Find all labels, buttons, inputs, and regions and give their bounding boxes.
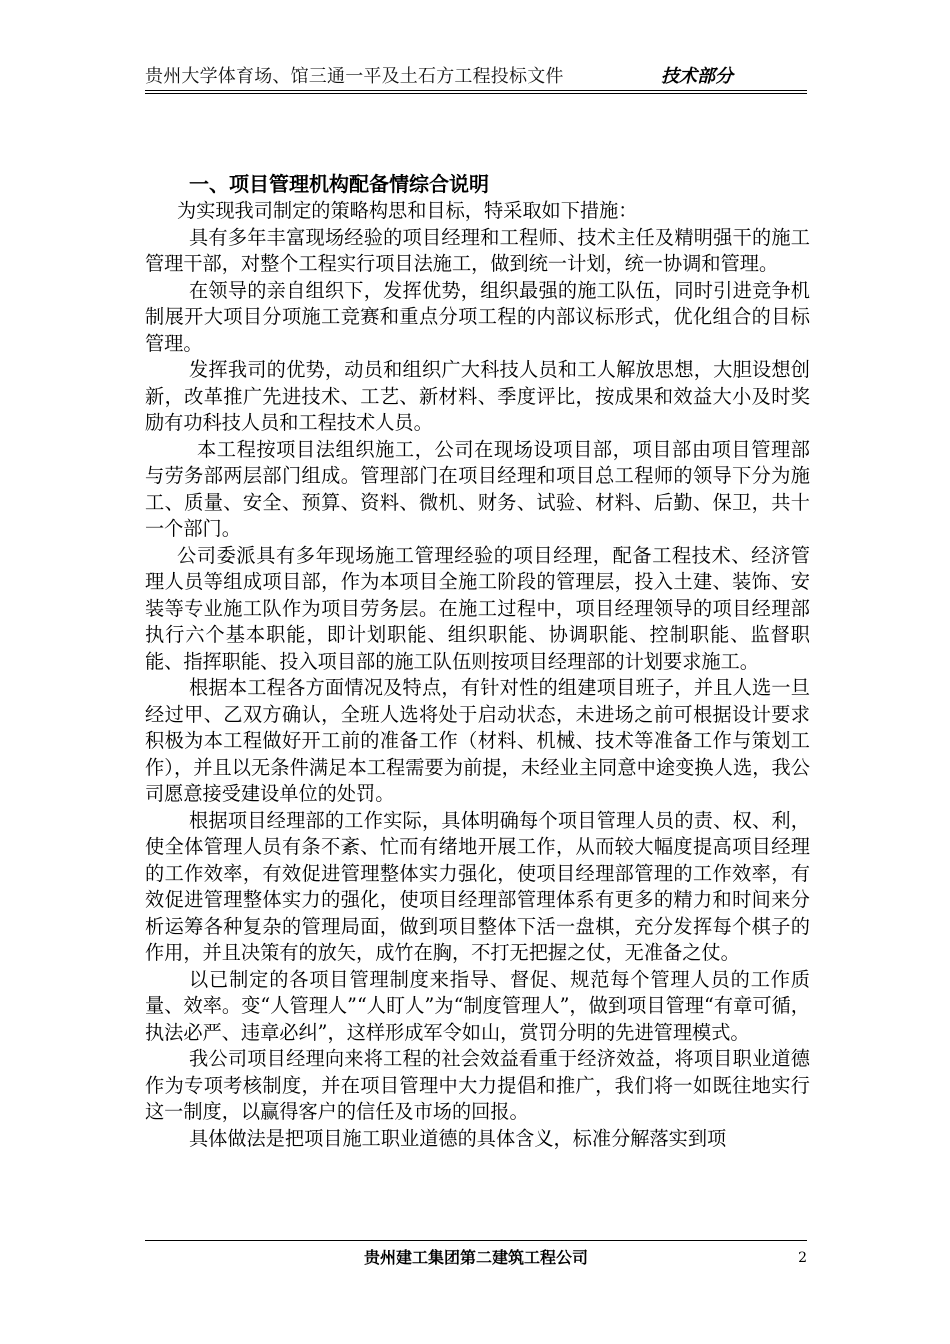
document-title: 贵州大学体育场、馆三通一平及土石方工程投标文件	[145, 66, 564, 87]
paragraph: 以已制定的各项目管理制度来指导、督促、规范每个管理人员的工作质量、效率。变“人管理人”“人盯人”为“制度管理人”，做到项目管理“有章可循，执法必严、违章必纠”，这样形成军令如山，赏罚分明的先进管理模式。	[145, 967, 810, 1044]
paragraph: 在领导的亲自组织下，发挥优势，组织最强的施工队伍，同时引进竞争机制展开大项目分项施工竞赛和重点分项工程的内部议标形式，优化组合的目标管理。	[145, 278, 810, 355]
page-header	[145, 64, 807, 90]
footer-company-name: 贵州建工集团第二建筑工程公司	[363, 1248, 588, 1267]
paragraph: 本工程按项目法组织施工，公司在现场设项目部，项目部由项目管理部与劳务部两层部门组成。管理部门在项目经理和项目总工程师的领导下分为施工、质量、安全、预算、资料、微机、财务、试验、材料、后勤、保卫，共十一个部门。	[145, 437, 810, 540]
page-number: 2	[798, 1250, 807, 1266]
paragraph: 根据本工程各方面情况及特点，有针对性的组建项目班子，并且人选一旦经过甲、乙双方确认，全班人选将处于启动状态，未进场之前可根据设计要求积极为本工程做好开工前的准备工作（材料、机械、技术等准备工作与策划工作），并且以无条件满足本工程需要为前提，未经业主同意中途变换人选，我公司愿意接受建设单位的处罚。	[145, 676, 810, 805]
paragraph-continued: 具体做法是把项目施工职业道德的具体含义，标准分解落实到项	[189, 1126, 727, 1150]
paragraph: 具有多年丰富现场经验的项目经理和工程师、技术主任及精明强干的施工管理干部，对整个工程实行项目法施工，做到统一计划，统一协调和管理。	[145, 225, 810, 275]
paragraph: 根据项目经理部的工作实际，具体明确每个项目管理人员的责、权、利，使全体管理人员有条不紊、忙而有绪地开展工作，从而较大幅度提高项目经理的工作效率，有效促进管理整体实力强化，使项目经理部管理的工作效率，有效促进管理整体实力的强化，使项目经理部管理体系有更多的精力和时间来分析运筹各种复杂的管理局面，做到项目整体下活一盘棋，充分发挥每个棋子的作用，并且决策有的放矢，成竹在胸，不打无把握之仗，无准备之仗。	[145, 808, 810, 964]
paragraph: 发挥我司的优势，动员和组织广大科技人员和工人解放思想，大胆设想创新，改革推广先进技术、工艺、新材料、季度评比，按成果和效益大小及时奖励有功科技人员和工程技术人员。	[145, 358, 810, 434]
paragraph: 我公司项目经理向来将工程的社会效益看重于经济效益，将项目职业道德作为专项考核制度，并在项目管理中大力提倡和推广，我们将一如既往地实行这一制度，以赢得客户的信任及市场的回报。	[145, 1047, 810, 1123]
section-label: 技术部分	[661, 66, 733, 87]
paragraph-intro: 为实现我司制定的策略构思和目标，特采取如下措施：	[177, 199, 638, 222]
document-body	[145, 170, 810, 1152]
paragraph: 公司委派具有多年现场施工管理经验的项目经理，配备工程技术、经济管理人员等组成项目部，作为本项目全施工阶段的管理层，投入土建、装饰、安装等专业施工队作为项目劳务层。在施工过程中，项目经理领导的项目经理部执行六个基本职能，即计划职能、组织职能、协调职能、控制职能、监督职能、指挥职能、投入项目部的施工队伍则按项目经理部的计划要求施工。	[145, 543, 810, 673]
header-divider	[145, 90, 807, 94]
footer-divider	[145, 1240, 807, 1241]
section-heading: 一、项目管理机构配备情综合说明	[189, 172, 489, 196]
